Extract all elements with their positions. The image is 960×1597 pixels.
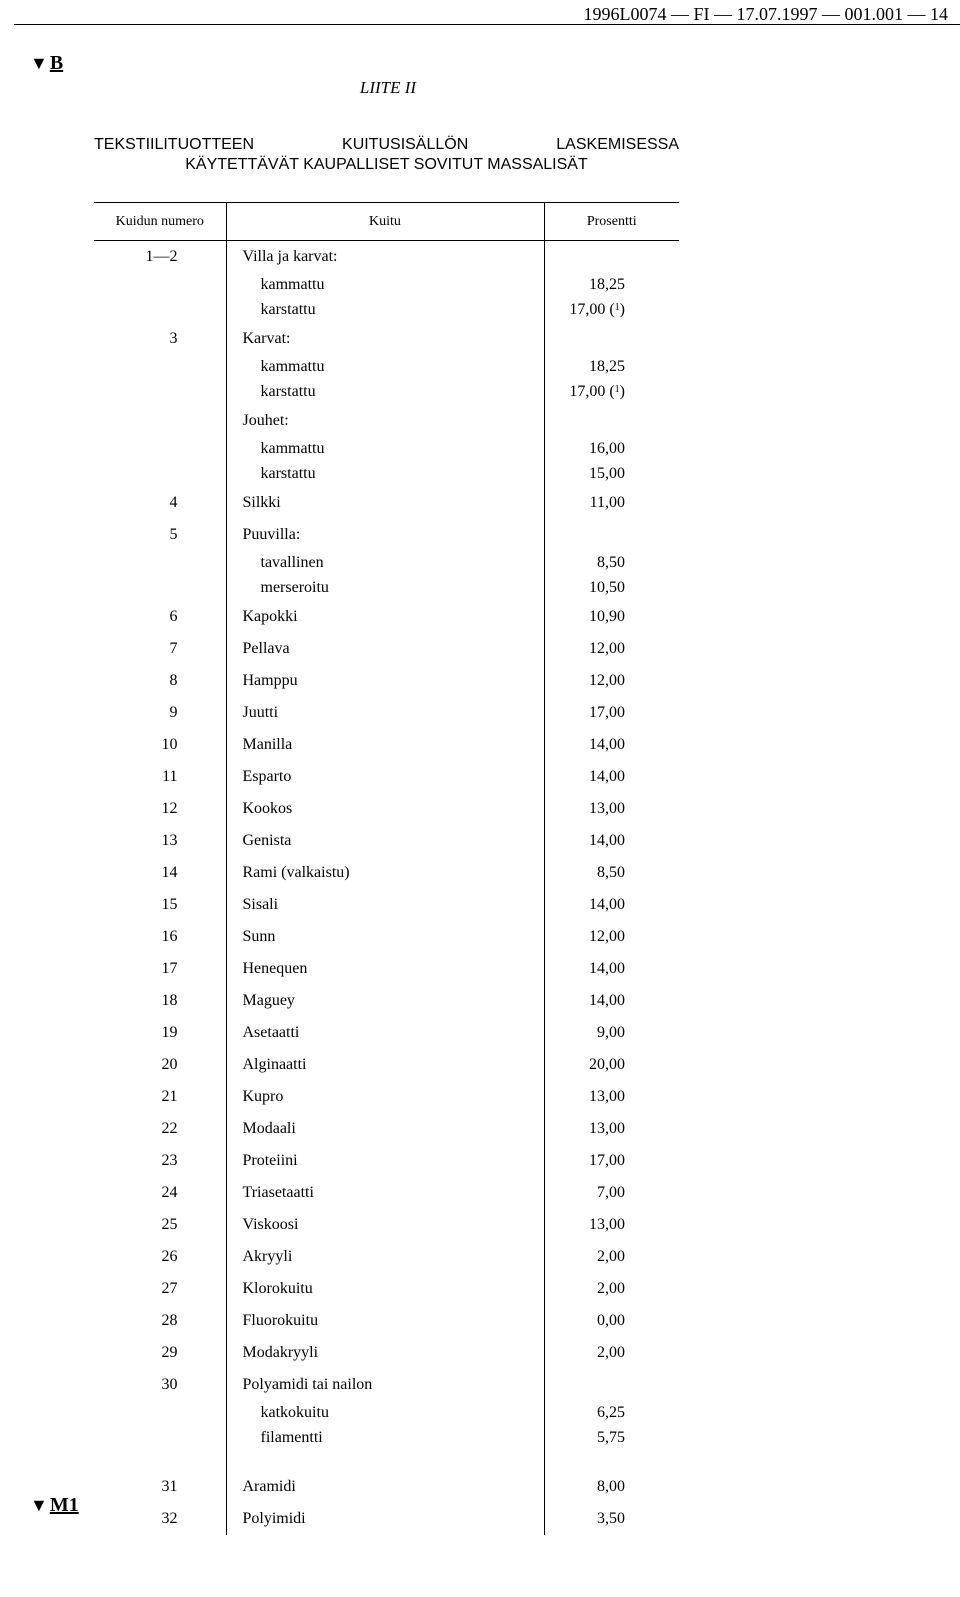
fiber-number-cell: 14 xyxy=(94,857,226,889)
table-row xyxy=(94,487,679,519)
table-row xyxy=(94,323,679,355)
footnote-close: ) xyxy=(619,301,625,318)
fiber-name-cell: Viskoosi xyxy=(226,1209,544,1241)
percent-cell: 14,00 xyxy=(589,831,625,849)
table-row xyxy=(94,729,679,761)
table-row xyxy=(94,1049,679,1081)
fiber-name-cell: Modakryyli xyxy=(226,1337,544,1369)
fiber-name-cell: Proteiini xyxy=(226,1145,544,1177)
fiber-number-cell xyxy=(94,273,226,298)
fiber-name-cell: Aramidi xyxy=(226,1471,544,1503)
percent-cell: 13,00 xyxy=(589,1087,625,1105)
percent-cell: 11,00 xyxy=(589,493,625,511)
table-subrow xyxy=(94,576,679,601)
fiber-name-cell: Kapokki xyxy=(226,601,544,633)
percent-cell: 2,00 xyxy=(597,1343,625,1361)
table-row xyxy=(94,1177,679,1209)
table-row xyxy=(94,825,679,857)
table-subrow xyxy=(94,1401,679,1426)
amendment-marker-m1 xyxy=(30,1494,79,1517)
fiber-name-cell: Henequen xyxy=(226,953,544,985)
title-word: KUITUSISÄLLÖN xyxy=(342,136,469,153)
percent-cell: 20,00 xyxy=(589,1055,625,1073)
fiber-number-cell: 21 xyxy=(94,1081,226,1113)
table-row xyxy=(94,1209,679,1241)
fiber-number-cell: 3 xyxy=(94,323,226,355)
fiber-number-cell: 31 xyxy=(94,1471,226,1503)
table-row xyxy=(94,1471,679,1503)
title-word: LASKEMISESSA xyxy=(556,136,679,153)
fiber-name-cell: Puuvilla: xyxy=(226,519,544,551)
table-subrow xyxy=(94,551,679,576)
table-row xyxy=(94,953,679,985)
fiber-name-cell: Klorokuitu xyxy=(226,1273,544,1305)
footnote-ref: 1 xyxy=(614,302,620,313)
percent-cell: 15,00 xyxy=(589,465,625,482)
fiber-number-cell: 17 xyxy=(94,953,226,985)
percent-cell: 13,00 xyxy=(589,1215,625,1233)
fiber-number-cell: 22 xyxy=(94,1113,226,1145)
footnote-close: ) xyxy=(619,383,625,400)
fiber-number-cell: 12 xyxy=(94,793,226,825)
fiber-number-cell: 30 xyxy=(94,1369,226,1401)
fiber-number-cell: 23 xyxy=(94,1145,226,1177)
fiber-name-cell: katkokuitu xyxy=(226,1401,544,1426)
fiber-name-cell: merseroitu xyxy=(226,576,544,601)
fiber-number-cell xyxy=(94,551,226,576)
percent-cell: 12,00 xyxy=(589,671,625,689)
table-row xyxy=(94,1369,679,1401)
fiber-number-cell: 8 xyxy=(94,665,226,697)
table-subrow xyxy=(94,380,679,405)
fiber-number-cell: 10 xyxy=(94,729,226,761)
fiber-number-cell: 7 xyxy=(94,633,226,665)
fiber-number-cell: 13 xyxy=(94,825,226,857)
table-row xyxy=(94,1145,679,1177)
table-row xyxy=(94,1305,679,1337)
table-row xyxy=(94,889,679,921)
percent-value: 17,00 ( xyxy=(569,383,615,400)
fiber-number-cell: 18 xyxy=(94,985,226,1017)
fiber-name-cell: Silkki xyxy=(226,487,544,519)
fiber-name-cell: Polyimidi xyxy=(226,1503,544,1535)
fiber-number-cell: 15 xyxy=(94,889,226,921)
percent-cell: 3,50 xyxy=(597,1509,625,1527)
percent-cell xyxy=(544,519,679,551)
table-row xyxy=(94,633,679,665)
fiber-number-cell: 1—2 xyxy=(94,241,226,273)
fiber-name-cell: karstattu xyxy=(226,462,544,487)
fiber-name-cell: Pellava xyxy=(226,633,544,665)
table-row xyxy=(94,697,679,729)
percent-cell: 6,25 xyxy=(597,1404,625,1421)
fiber-name-cell: kammattu xyxy=(226,437,544,462)
fiber-name-cell: Rami (valkaistu) xyxy=(226,857,544,889)
header-fiber-number: Kuidun numero xyxy=(94,203,226,241)
fiber-name-cell: Manilla xyxy=(226,729,544,761)
fiber-name-cell: Esparto xyxy=(226,761,544,793)
percent-cell: 8,00 xyxy=(597,1477,625,1495)
annex-title: LIITE II xyxy=(359,78,417,97)
fiber-number-cell: 32 xyxy=(94,1503,226,1535)
fiber-number-cell: 16 xyxy=(94,921,226,953)
fiber-name-cell: Sunn xyxy=(226,921,544,953)
table-header-row xyxy=(94,203,679,241)
fiber-name-cell: kammattu xyxy=(226,273,544,298)
fiber-number-cell xyxy=(94,1401,226,1426)
table-row xyxy=(94,985,679,1017)
percent-cell xyxy=(544,405,679,437)
percent-cell: 14,00 xyxy=(589,767,625,785)
table-row xyxy=(94,519,679,551)
header-divider xyxy=(14,24,960,25)
fiber-name-cell: filamentti xyxy=(226,1426,544,1451)
fiber-number-cell: 20 xyxy=(94,1049,226,1081)
percent-cell: 2,00 xyxy=(597,1247,625,1265)
table-row xyxy=(94,1273,679,1305)
percent-cell: 14,00 xyxy=(589,959,625,977)
table-title-line-1 xyxy=(94,136,679,154)
table-row xyxy=(94,601,679,633)
fiber-name-cell: Akryyli xyxy=(226,1241,544,1273)
table-row xyxy=(94,761,679,793)
fiber-name-cell: karstattu xyxy=(226,298,544,323)
fiber-name-cell: karstattu xyxy=(226,380,544,405)
fiber-name-cell: Karvat: xyxy=(226,323,544,355)
percent-cell: 17,00 xyxy=(589,703,625,721)
table-row xyxy=(94,241,679,273)
table-subrow xyxy=(94,462,679,487)
marker-label: B xyxy=(49,52,64,74)
fiber-number-cell: 26 xyxy=(94,1241,226,1273)
fiber-number-cell xyxy=(94,405,226,437)
fiber-number-cell xyxy=(94,355,226,380)
table-row xyxy=(94,1241,679,1273)
percent-cell: 0,00 xyxy=(597,1311,625,1329)
fiber-number-cell: 27 xyxy=(94,1273,226,1305)
fiber-number-cell xyxy=(94,576,226,601)
fiber-number-cell: 9 xyxy=(94,697,226,729)
fiber-number-cell xyxy=(94,462,226,487)
percent-cell: 14,00 xyxy=(589,991,625,1009)
header-fiber: Kuitu xyxy=(226,203,544,241)
percent-cell: 18,25 xyxy=(589,276,625,293)
percent-cell: 16,00 xyxy=(589,440,625,457)
fiber-number-cell xyxy=(94,1426,226,1451)
percent-cell: 12,00 xyxy=(589,927,625,945)
fiber-number-cell xyxy=(94,437,226,462)
spacer-cell xyxy=(226,1451,544,1471)
table-row xyxy=(94,793,679,825)
fiber-number-cell: 25 xyxy=(94,1209,226,1241)
spacer-cell xyxy=(94,1451,226,1471)
percent-value: 17,00 ( xyxy=(569,301,615,318)
table-subrow xyxy=(94,355,679,380)
percent-cell: 8,50 xyxy=(597,863,625,881)
fiber-name-cell: Polyamidi tai nailon xyxy=(226,1369,544,1401)
table-row xyxy=(94,405,679,437)
document-header: 1996L0074 — FI — 17.07.1997 — 001.001 — 14 xyxy=(583,4,948,24)
fiber-number-cell: 24 xyxy=(94,1177,226,1209)
row-spacer xyxy=(94,1451,679,1471)
fiber-name-cell: Kookos xyxy=(226,793,544,825)
title-word: TEKSTIILITUOTTEEN xyxy=(94,136,255,153)
amendment-marker-b xyxy=(30,52,63,75)
spacer-cell xyxy=(544,1451,679,1471)
fiber-name-cell: Kupro xyxy=(226,1081,544,1113)
table-row xyxy=(94,921,679,953)
percent-cell xyxy=(544,298,679,323)
percent-cell: 10,90 xyxy=(589,607,625,625)
percent-cell xyxy=(544,1369,679,1401)
fiber-name-cell: Sisali xyxy=(226,889,544,921)
table-subrow xyxy=(94,273,679,298)
fiber-name-cell: Triasetaatti xyxy=(226,1177,544,1209)
percent-cell: 14,00 xyxy=(589,735,625,753)
percent-cell: 5,75 xyxy=(597,1429,625,1446)
percent-cell xyxy=(544,323,679,355)
triangle-down-icon: ▼ xyxy=(30,1495,48,1515)
fiber-number-cell: 5 xyxy=(94,519,226,551)
fiber-number-cell xyxy=(94,380,226,405)
fiber-number-cell: 11 xyxy=(94,761,226,793)
fiber-number-cell: 29 xyxy=(94,1337,226,1369)
table-row xyxy=(94,1081,679,1113)
triangle-down-icon: ▼ xyxy=(30,53,48,73)
percent-cell: 10,50 xyxy=(589,579,625,596)
footnote-ref: 1 xyxy=(614,384,620,395)
fiber-name-cell: Alginaatti xyxy=(226,1049,544,1081)
fiber-number-cell: 19 xyxy=(94,1017,226,1049)
fiber-name-cell: kammattu xyxy=(226,355,544,380)
percent-cell: 12,00 xyxy=(589,639,625,657)
fiber-number-cell: 6 xyxy=(94,601,226,633)
table-subrow xyxy=(94,1426,679,1451)
table-title-line-2: KÄYTETTÄVÄT KAUPALLISET SOVITUT MASSALISÄT xyxy=(185,156,588,173)
percent-cell: 13,00 xyxy=(589,1119,625,1137)
fiber-name-cell: Genista xyxy=(226,825,544,857)
table-row xyxy=(94,1017,679,1049)
percent-cell: 14,00 xyxy=(589,895,625,913)
table-row xyxy=(94,1113,679,1145)
percent-cell: 9,00 xyxy=(597,1023,625,1041)
fiber-number-cell: 28 xyxy=(94,1305,226,1337)
percent-cell xyxy=(544,241,679,273)
percent-cell: 18,25 xyxy=(589,358,625,375)
percent-cell: 2,00 xyxy=(597,1279,625,1297)
fiber-name-cell: Fluorokuitu xyxy=(226,1305,544,1337)
fiber-allowance-table xyxy=(94,202,679,1535)
table-subrow xyxy=(94,437,679,462)
table-row xyxy=(94,1337,679,1369)
percent-cell xyxy=(544,380,679,405)
table-row xyxy=(94,665,679,697)
fiber-name-cell: Modaali xyxy=(226,1113,544,1145)
fiber-name-cell: Hamppu xyxy=(226,665,544,697)
fiber-name-cell: tavallinen xyxy=(226,551,544,576)
fiber-name-cell: Maguey xyxy=(226,985,544,1017)
percent-cell: 7,00 xyxy=(597,1183,625,1201)
percent-cell: 13,00 xyxy=(589,799,625,817)
fiber-name-cell: Juutti xyxy=(226,697,544,729)
fiber-name-cell: Jouhet: xyxy=(226,405,544,437)
percent-cell: 17,00 xyxy=(589,1151,625,1169)
table-subrow xyxy=(94,298,679,323)
fiber-name-cell: Villa ja karvat: xyxy=(226,241,544,273)
marker-label: M1 xyxy=(49,1494,79,1516)
table-row xyxy=(94,1503,679,1535)
percent-cell: 8,50 xyxy=(597,554,625,571)
fiber-name-cell: Asetaatti xyxy=(226,1017,544,1049)
fiber-number-cell xyxy=(94,298,226,323)
table-row xyxy=(94,857,679,889)
fiber-number-cell: 4 xyxy=(94,487,226,519)
header-percent: Prosentti xyxy=(544,203,679,241)
